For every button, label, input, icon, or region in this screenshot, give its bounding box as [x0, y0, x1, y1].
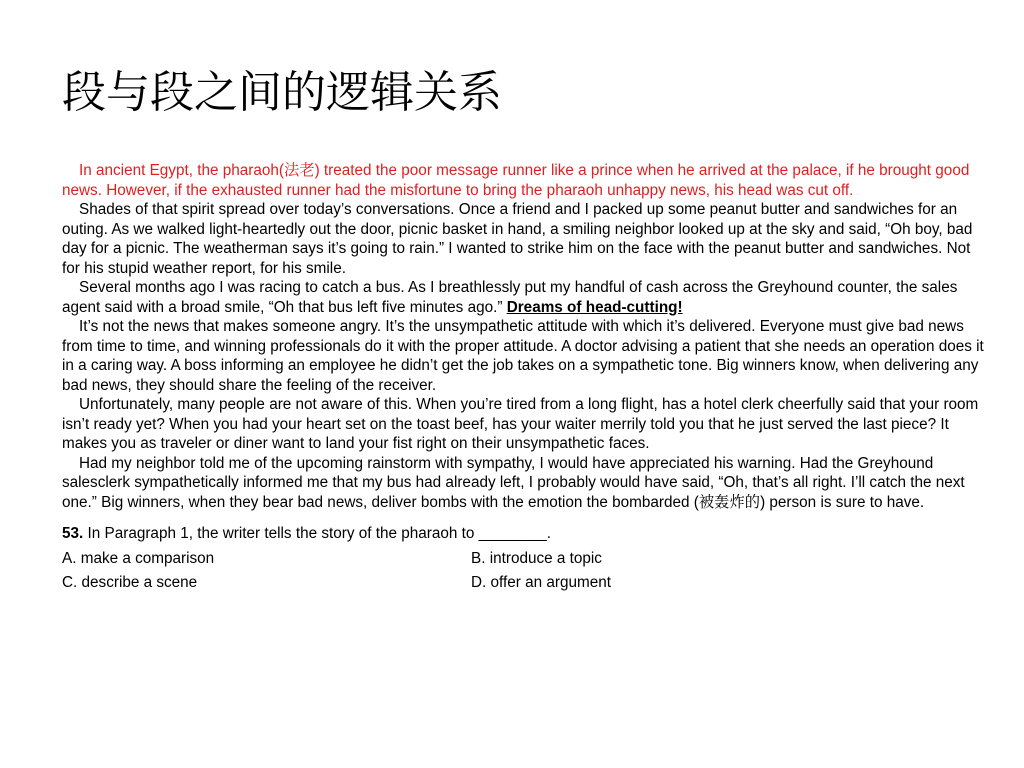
paragraph-text: In ancient Egypt, the pharaoh(	[79, 162, 284, 179]
question-number: 53.	[62, 525, 84, 542]
passage-content	[62, 161, 984, 593]
paragraph-text: ) person is sure to have.	[760, 493, 925, 511]
option-d[interactable]: D. offer an argument	[471, 574, 612, 591]
option-c[interactable]: C. describe a scene	[62, 574, 198, 591]
paragraph-text: Unfortunately, many people are not aware of this. When you’re tired from a long flight, has a hotel clerk cheerfully said that your room isn’t ready yet? When you had your heart set on the toast beef, has your waiter merrily told you that he just served the last piece? It makes you as traveler or diner want to land your fist right on their unsympathetic faces.	[62, 396, 979, 452]
paragraph-1	[62, 161, 984, 200]
paragraph-text: Several months ago I was racing to catch a bus. As I breathlessly put my handful of cash across the Greyhound counter, the sales agent said with a broad smile, “Oh that bus left five minutes ago.”	[62, 279, 958, 316]
option-a[interactable]: A. make a comparison	[62, 549, 215, 567]
paragraph-text: Had my neighbor told me of the upcoming rainstorm with sympathy, I would have appreciated his warning. Had the Greyhound salesclerk sympathetically informed me that my bus had already left, I probably would have said, “Oh, that’s all right. I’ll catch the next one.” Big winners, when they bear bad news, deliver bombs with the emotion the bombarded (	[62, 454, 965, 511]
chinese-gloss: 被轰炸的	[698, 492, 761, 511]
paragraph-4	[62, 317, 984, 395]
paragraph-5	[62, 395, 984, 454]
question-stem	[62, 524, 984, 544]
page-title: 段与段之间的逻辑关系	[62, 67, 502, 118]
options-row-2	[62, 573, 984, 593]
paragraph-text: It’s not the news that makes someone angry. It’s the unsympathetic attitude with which it’s delivered. Everyone must give bad news from time to time, and winning professionals do it with the proper attitude. A doctor advising a patient that she needs an operation does it in a caring way. A boss informing an employee he didn’t get the job takes on a sympathetic tone. Big winners know, when delivering any bad news, they should share the feeling of the receiver.	[62, 318, 984, 394]
chinese-gloss: 法老	[283, 161, 315, 179]
question-text: In Paragraph 1, the writer tells the story of the pharaoh to ________.	[83, 525, 551, 542]
paragraph-2	[62, 200, 984, 278]
option-b[interactable]: B. introduce a topic	[471, 549, 602, 567]
paragraph-text: Shades of that spirit spread over today’s conversations. Once a friend and I packed up some peanut butter and sandwiches for an outing. As we walked light-heartedly out the door, picnic basket in hand, a smiling neighbor looked up at the sky and said, “Oh boy, bad day for a picnic. The weatherman says it’s going to rain.” I wanted to strike him on the face with the peanut butter and sandwiches. Not for his stupid weather report, for his smile.	[62, 201, 973, 277]
paragraph-3	[62, 278, 984, 317]
emphasis-text: Dreams of head-cutting!	[506, 298, 683, 316]
paragraph-6	[62, 454, 984, 513]
paragraph-text: ) treated the poor message runner like a prince when he arrived at the palace, if he brought good news. However, if the exhausted runner had the misfortune to bring the pharaoh unhappy news, his head was cut off.	[62, 162, 970, 199]
passage-paragraphs	[62, 161, 984, 512]
options-row-1	[62, 549, 984, 569]
